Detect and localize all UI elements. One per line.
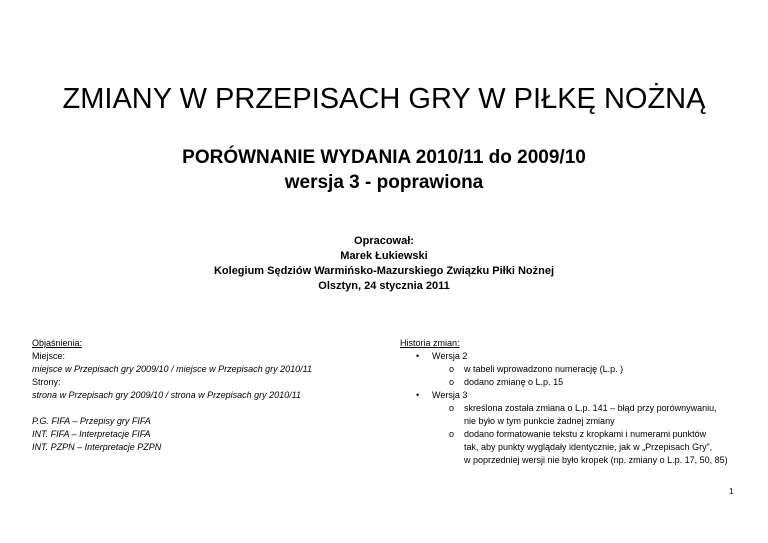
- history-section: [400, 337, 745, 467]
- history-item-text: dodano zmianę o L.p. 15: [464, 377, 564, 387]
- author-label: Opracował:: [354, 235, 414, 247]
- circle-bullet-icon: o: [449, 364, 455, 374]
- legend-place-label: Miejsce:: [32, 351, 66, 361]
- circle-bullet-icon: o: [449, 377, 455, 387]
- legend-pages-label: Strony:: [32, 377, 61, 387]
- history-item-text: dodano formatowanie tekstu z kropkami i numerami punktów: [464, 429, 707, 439]
- history-item-text: skreślona została zmiana o L.p. 141 – błąd przy porównywaniu,: [464, 403, 717, 413]
- bullet-icon: •: [416, 390, 420, 400]
- history-item-text: w tabeli wprowadzono numerację (L.p. ): [464, 364, 624, 374]
- author-place-date: Olsztyn, 24 stycznia 2011: [318, 280, 450, 292]
- history-heading: Historia zmian:: [400, 338, 460, 348]
- author-name: Marek Łukiewski: [340, 250, 428, 262]
- bullet-icon: •: [416, 351, 420, 361]
- history-version-3: [400, 389, 745, 402]
- history-item-continuation: nie było w tym punkcie żadnej zmiany: [464, 416, 615, 426]
- history-item: [400, 428, 745, 441]
- history-item-continuation: tak, aby punkty wyglądały identycznie, jak w „Przepisach Gry”,: [464, 442, 713, 452]
- spacer: [32, 402, 372, 415]
- legend-pages-value: strona w Przepisach gry 2009/10 / strona w Przepisach gry 2010/11: [32, 390, 301, 400]
- history-item: [400, 402, 745, 415]
- circle-bullet-icon: o: [449, 403, 455, 413]
- legend-place-value: miejsce w Przepisach gry 2009/10 / miejsce w Przepisach gry 2010/11: [32, 364, 312, 374]
- subtitle-comparison: PORÓWNANIE WYDANIA 2010/11 do 2009/10: [182, 147, 586, 168]
- legend-abbr-int-fifa: INT. FIFA – Interpretacje FIFA: [32, 429, 151, 439]
- legend-abbr-pg-fifa: P.G. FIFA – Przepisy gry FIFA: [32, 416, 151, 426]
- legend-abbr-int-pzpn: INT. PZPN – Interpretacje PZPN: [32, 442, 162, 452]
- circle-bullet-icon: o: [449, 429, 455, 439]
- legend-heading: Objaśnienia:: [32, 338, 83, 348]
- subtitle-version: wersja 3 - poprawiona: [284, 172, 484, 193]
- history-item: [400, 363, 745, 376]
- history-item-continuation: w poprzedniej wersji nie było kropek (np. zmiany o L.p. 17, 50, 85): [464, 455, 728, 465]
- history-item: [400, 376, 745, 389]
- version-label: Wersja 3: [432, 390, 468, 400]
- legend-section: [32, 337, 372, 454]
- document-title: ZMIANY W PRZEPISACH GRY W PIŁKĘ NOŻNĄ: [62, 83, 706, 115]
- page-number: 1: [729, 487, 734, 496]
- author-organization: Kolegium Sędziów Warmińsko-Mazurskiego Związku Piłki Nożnej: [213, 265, 555, 277]
- history-version-2: [400, 350, 745, 363]
- version-label: Wersja 2: [432, 351, 468, 361]
